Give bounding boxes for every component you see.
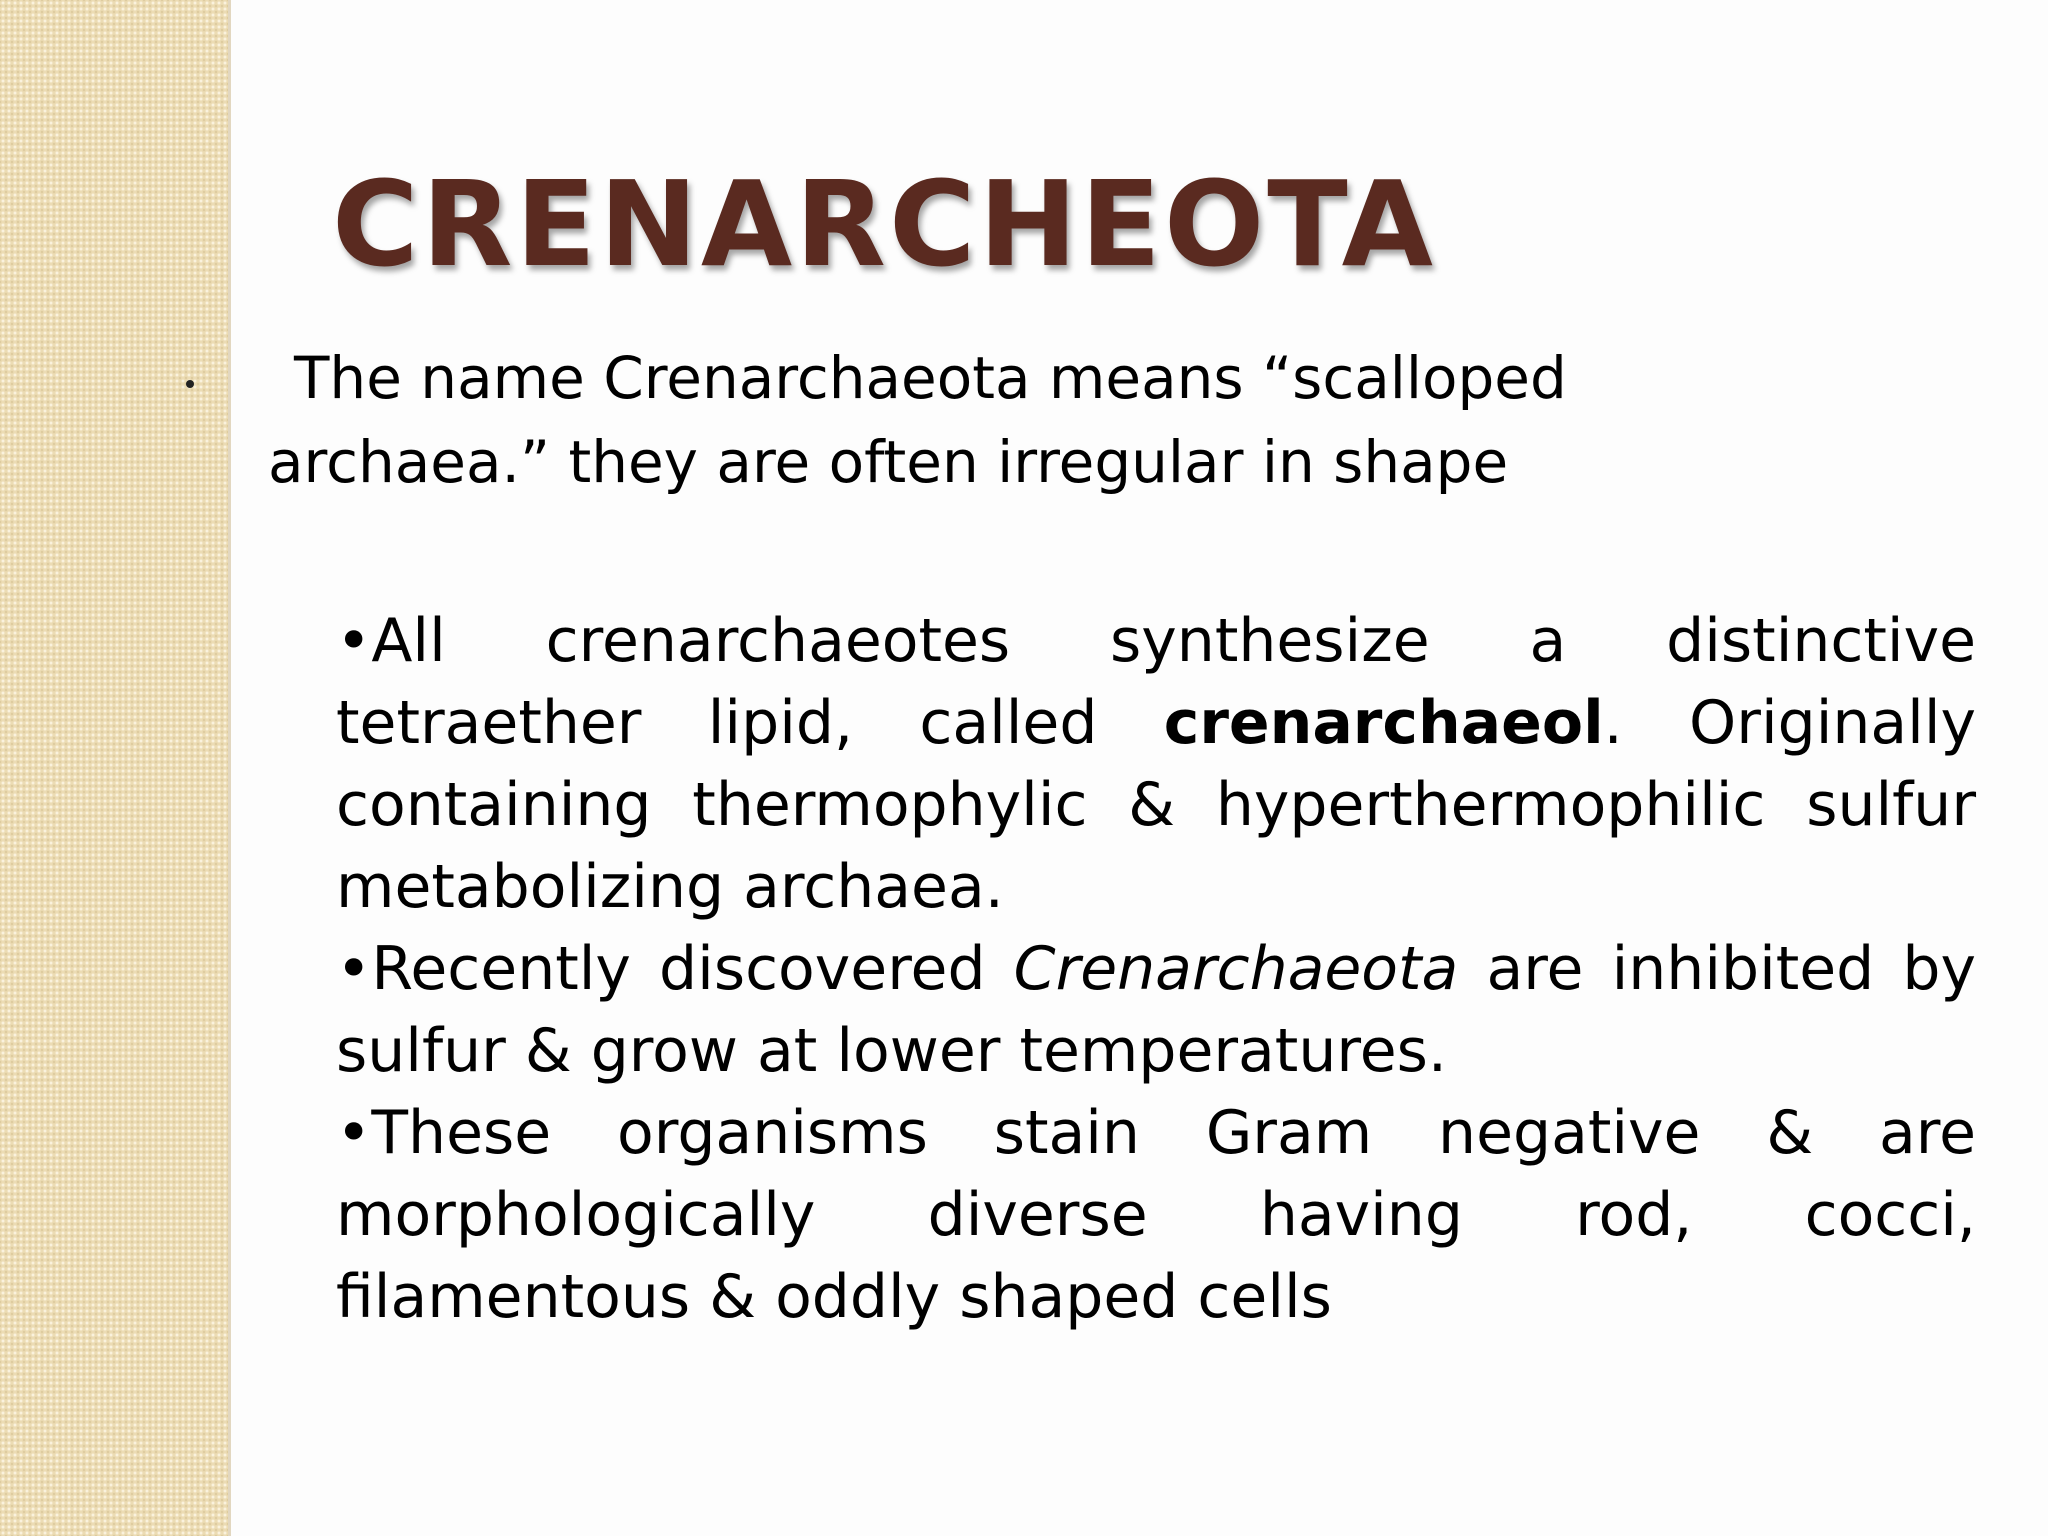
side-panel-edge [228, 0, 231, 1536]
bullet-marker: • [336, 606, 372, 676]
point-text: All crenarchaeotes synthesize a distinctive tetraether lipid, called [336, 606, 1976, 758]
bullet-list [336, 600, 1976, 1338]
bullet-marker: • [336, 1098, 372, 1168]
italic-term: Crenarchaeota [1013, 934, 1459, 1004]
list-item [336, 928, 1976, 1092]
list-item [336, 1092, 1976, 1338]
bold-term: crenarchaeol [1163, 688, 1604, 758]
intro-bullet-dot [186, 380, 194, 388]
bullet-marker: • [336, 934, 372, 1004]
intro-paragraph: The name Crenarchaeota means “scalloped archaea.” they are often irregular in shape [268, 344, 1567, 496]
decorative-side-panel [0, 0, 228, 1536]
list-item [336, 600, 1976, 928]
point-text: . Originally containing thermophylic & hyperthermophilic sulfur metabolizing archaea. [336, 688, 1977, 922]
slide-title: CRENARCHEOTA [332, 155, 1436, 293]
point-text: are inhibited by sulfur & grow at lower temperatures. [336, 934, 1976, 1086]
point-text: These organisms stain Gram negative & are morphologically diverse having rod, cocci, filamentous & oddly shaped cells [336, 1098, 1976, 1332]
point-text: Recently discovered [371, 934, 1014, 1004]
